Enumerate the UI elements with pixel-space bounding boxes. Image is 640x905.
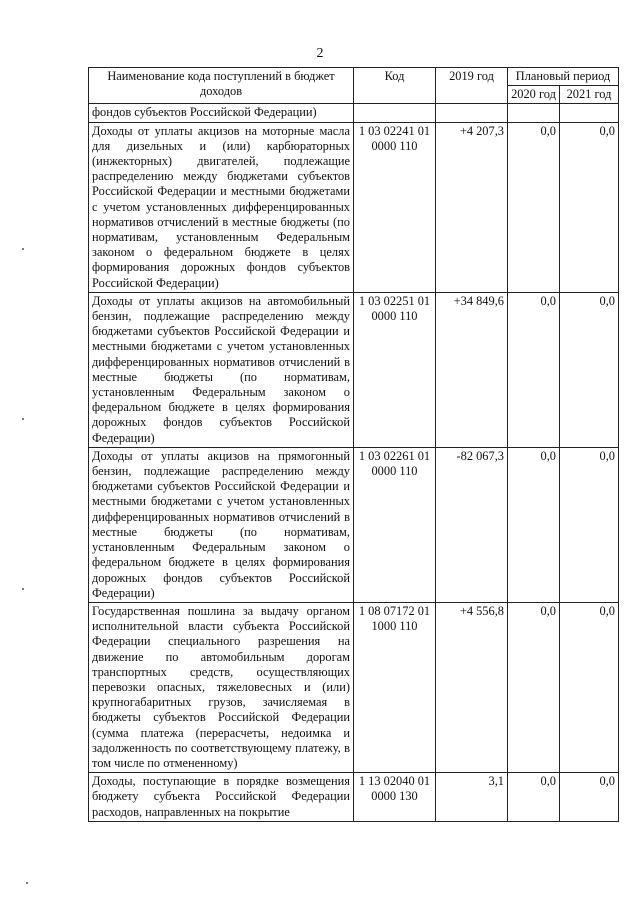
row-name: Доходы, поступающие в порядке возмещения бюджету субъекта Российской Федерации расходов, направленных на покрытие — [89, 773, 354, 822]
row-2021: 0,0 — [560, 292, 619, 447]
header-planned-period: Плановый период — [508, 68, 619, 86]
table-row — [89, 104, 619, 122]
header-2021: 2021 год — [560, 86, 619, 104]
row-2019: +4 556,8 — [436, 602, 508, 772]
row-2020: 0,0 — [508, 292, 560, 447]
scan-speck — [22, 588, 24, 590]
row-code: 1 03 02251 01 0000 110 — [354, 292, 436, 447]
row-name: Доходы от уплаты акцизов на прямогонный бензин, подлежащие распределению между бюджетами субъектов Российской Федерации и местными бюджетами с учетом установленных дифференцированных нормативов отчислений в местные бюджеты (по нормативам, установленным Федеральным законом о федеральном бюджете в целях формирования дорожных фондов субъектов Российской Федерации) — [89, 447, 354, 602]
scan-speck — [22, 248, 24, 250]
row-name: Государственная пошлина за выдачу органом исполнительной власти субъекта Российской Федерации специального разрешения на движение по автомобильным дорогам транспортных средств, осуществляющих перевозки опасных, тяжеловесных и (или) крупногабаритных грузов, зачисляемая в бюджеты субъектов Российской Федерации (сумма платежа (перерасчеты, недоимка и задолженность по соответствующему платежу, в том числе по отмененному) — [89, 602, 354, 772]
row-code: 1 03 02261 01 0000 110 — [354, 447, 436, 602]
row-name: Доходы от уплаты акцизов на автомобильный бензин, подлежащие распределению между бюджетами субъектов Российской Федерации и местными бюджетами с учетом установленных дифференцированных нормативов отчислений в местные бюджеты (по нормативам, установленным Федеральным законом о федеральном бюджете в целях формирования дорожных фондов субъектов Российской Федерации) — [89, 292, 354, 447]
row-2021: 0,0 — [560, 447, 619, 602]
row-2021 — [560, 104, 619, 122]
row-2019: -82 067,3 — [436, 447, 508, 602]
row-code: 1 08 07172 01 1000 110 — [354, 602, 436, 772]
row-name: Доходы от уплаты акцизов на моторные масла для дизельных и (или) карбюраторных (инжекторных) двигателей, подлежащие распределению между бюджетами субъектов Российской Федерации и местными бюджетами с учетом установленных дифференцированных нормативов отчислений в местные бюджеты (по нормативам, установленным Федеральным законом о федеральном бюджете в целях формирования дорожных фондов субъектов Российской Федерации) — [89, 122, 354, 292]
table-row — [89, 773, 619, 822]
row-code: 1 13 02040 01 0000 130 — [354, 773, 436, 822]
header-code: Код — [354, 68, 436, 104]
table-row — [89, 447, 619, 602]
row-2020 — [508, 104, 560, 122]
row-code: 1 03 02241 01 0000 110 — [354, 122, 436, 292]
table-row — [89, 602, 619, 772]
page-number: 2 — [316, 46, 324, 61]
header-2019: 2019 год — [436, 68, 508, 104]
row-code — [354, 104, 436, 122]
row-2020: 0,0 — [508, 602, 560, 772]
row-2020: 0,0 — [508, 773, 560, 822]
row-2021: 0,0 — [560, 773, 619, 822]
header-2020: 2020 год — [508, 86, 560, 104]
row-name: фондов субъектов Российской Федерации) — [89, 104, 354, 122]
row-2020: 0,0 — [508, 447, 560, 602]
table-row — [89, 122, 619, 292]
row-2019: +34 849,6 — [436, 292, 508, 447]
budget-revenue-table — [88, 67, 619, 822]
row-2019: 3,1 — [436, 773, 508, 822]
row-2021: 0,0 — [560, 602, 619, 772]
scan-speck — [26, 882, 28, 884]
table-row — [89, 292, 619, 447]
row-2019: +4 207,3 — [436, 122, 508, 292]
row-2019 — [436, 104, 508, 122]
row-2021: 0,0 — [560, 122, 619, 292]
scan-speck — [22, 418, 24, 420]
row-2020: 0,0 — [508, 122, 560, 292]
header-name: Наименование кода поступлений в бюджет доходов — [89, 68, 354, 104]
